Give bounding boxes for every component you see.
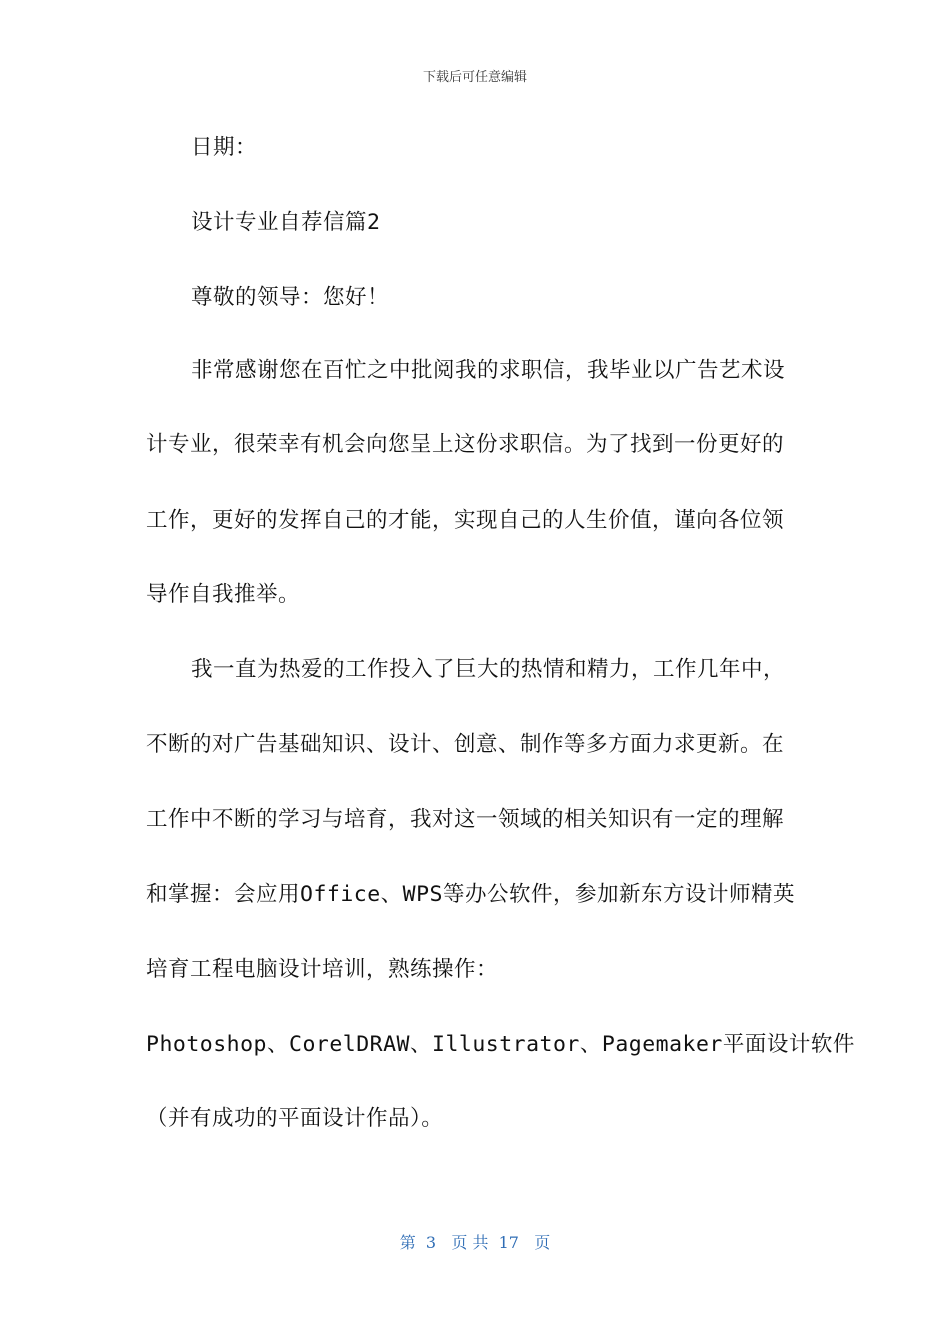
section-title: 设计专业自荐信篇2 — [191, 210, 381, 235]
body-line: 工作，更好的发挥自己的才能，实现自己的人生价值，谨向各位领 — [146, 508, 785, 533]
page-number-footer: 第 3 页 共 17 页 — [399, 1233, 551, 1252]
body-line: 培育工程电脑设计培训，熟练操作： — [146, 957, 499, 982]
body-line: 不断的对广告基础知识、设计、创意、制作等多方面力求更新。在 — [146, 732, 785, 757]
date-line: 日期： — [191, 135, 258, 160]
body-line: 工作中不断的学习与培育，我对这一领域的相关知识有一定的理解 — [146, 807, 785, 832]
body-line: 非常感谢您在百忙之中批阅我的求职信，我毕业以广告艺术设 — [191, 358, 786, 383]
body-line: 和掌握：会应用Office、WPS等办公软件，参加新东方设计师精英 — [146, 882, 795, 907]
body-line: 导作自我推举。 — [146, 582, 301, 607]
body-line: 计专业，很荣幸有机会向您呈上这份求职信。为了找到一份更好的 — [146, 432, 785, 457]
page-header-note: 下载后可任意编辑 — [422, 70, 527, 85]
body-line: （并有成功的平面设计作品）。 — [146, 1106, 444, 1131]
salutation: 尊敬的领导：您好！ — [191, 285, 390, 310]
body-line: 我一直为热爱的工作投入了巨大的热情和精力，工作几年中， — [191, 657, 786, 682]
body-line: Photoshop、CorelDRAW、Illustrator、Pagemaker平面设计软件 — [146, 1032, 855, 1057]
